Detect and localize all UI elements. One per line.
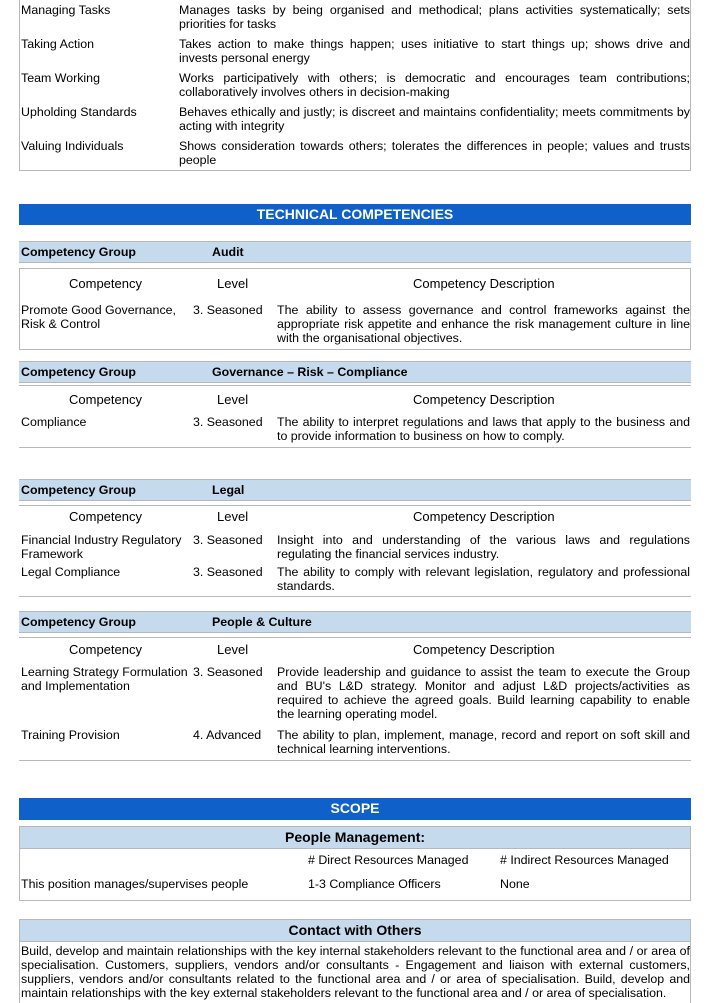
competency-level: 3. Seasoned: [193, 533, 263, 547]
competency-description: Insight into and understanding of the various laws and regulations regulating the financial services industry.: [277, 533, 690, 561]
direct-resources-header: # Direct Resources Managed: [308, 853, 469, 867]
column-header-level: Level: [217, 392, 249, 407]
column-header-level: Level: [217, 642, 249, 657]
competency-group-label: Competency Group: [21, 365, 136, 379]
competency-name: Legal Compliance: [21, 565, 121, 579]
manages-people-label: This position manages/supervises people: [21, 877, 249, 891]
contact-with-others-heading: Contact with Others: [19, 919, 691, 942]
competency-group-name: Audit: [212, 245, 244, 259]
competency-group-bar: [19, 611, 691, 633]
competency-group-label: Competency Group: [21, 245, 136, 259]
column-header-competency: Competency: [69, 276, 142, 291]
contact-with-others-text: Build, develop and maintain relationships with the key internal stakeholders relevant to the functional area and / or area of specialisation. Customers, suppliers, vendors and/or consultants - Engagement and liaison with external customers, suppliers, vendors and/or consultants related to the functional area and / or area of specialisation. Build, develop and maintain relationships with the key external stakeholders relevant to the functional area and / or area of specialisation.: [21, 944, 690, 1000]
competency-level: 3. Seasoned: [193, 415, 263, 429]
competency-name: Compliance: [21, 415, 87, 429]
people-management-heading: People Management:: [19, 826, 691, 849]
competency-group-label: Competency Group: [21, 483, 136, 497]
competency-level: 3. Seasoned: [193, 565, 263, 579]
competency-name: Promote Good Governance, Risk & Control: [21, 303, 176, 331]
column-header-level: Level: [217, 509, 249, 524]
competency-name: Financial Industry Regulatory Framework: [21, 533, 182, 561]
behaviour-description: Takes action to make things happen; uses initiative to start things up; shows drive and invests personal energy: [179, 37, 690, 65]
competency-group-bar: [19, 241, 691, 263]
behaviour-description: Behaves ethically and justly; is discreet and maintains confidentiality; meets commitments by acting with integrity: [179, 105, 690, 133]
indirect-resources-value: None: [500, 877, 530, 891]
behaviour-name: Team Working: [21, 71, 100, 85]
competency-level: 3. Seasoned: [193, 303, 263, 317]
behaviour-description: Manages tasks by being organised and methodical; plans activities systematically; sets priorities for tasks: [179, 3, 690, 31]
column-header-description: Competency Description: [413, 509, 555, 524]
competency-group-label: Competency Group: [21, 615, 136, 629]
competency-group-name: Governance – Risk – Compliance: [212, 365, 408, 379]
column-header-level: Level: [217, 276, 249, 291]
column-header-competency: Competency: [69, 509, 142, 524]
behaviour-name: Taking Action: [21, 37, 95, 51]
competency-level: 4. Advanced: [193, 728, 262, 742]
column-header-description: Competency Description: [413, 642, 555, 657]
competency-description: Provide leadership and guidance to assist the team to execute the Group and BU's L&D strategy. Monitor and adjust L&D projects/activities as required to achieve the agreed goals. Build learning capability to enable the learning operating model.: [277, 665, 690, 721]
competency-name: Training Provision: [21, 728, 120, 742]
direct-resources-value: 1-3 Compliance Officers: [308, 877, 441, 891]
column-header-competency: Competency: [69, 392, 142, 407]
column-header-description: Competency Description: [413, 392, 555, 407]
behaviour-description: Works participatively with others; is democratic and encourages team contributions; collaboratively involves others in decision-making: [179, 71, 690, 99]
behaviour-name: Upholding Standards: [21, 105, 137, 119]
competency-name: Learning Strategy Formulation and Implementation: [21, 665, 188, 693]
competency-group-bar: [19, 361, 691, 383]
column-header-description: Competency Description: [413, 276, 555, 291]
competency-description: The ability to plan, implement, manage, record and report on soft skill and technical learning interventions.: [277, 728, 690, 756]
competency-description: The ability to comply with relevant legislation, regulatory and professional standards.: [277, 565, 690, 593]
competency-description: The ability to assess governance and control frameworks against the appropriate risk appetite and enhance the risk management culture in line with the organisational objectives.: [277, 303, 690, 345]
behaviour-name: Managing Tasks: [21, 3, 111, 17]
competency-group-name: People & Culture: [212, 615, 312, 629]
behaviour-description: Shows consideration towards others; tolerates the differences in people; values and trusts people: [179, 139, 690, 167]
indirect-resources-header: # Indirect Resources Managed: [500, 853, 669, 867]
competency-group-bar: [19, 479, 691, 501]
competency-group-name: Legal: [212, 483, 245, 497]
competency-description: The ability to interpret regulations and laws that apply to the business and to provide information to business on how to comply.: [277, 415, 690, 443]
column-header-competency: Competency: [69, 642, 142, 657]
behaviour-name: Valuing Individuals: [21, 139, 124, 153]
technical-competencies-heading: TECHNICAL COMPETENCIES: [19, 204, 691, 225]
scope-heading: SCOPE: [19, 798, 691, 820]
competency-level: 3. Seasoned: [193, 665, 263, 679]
